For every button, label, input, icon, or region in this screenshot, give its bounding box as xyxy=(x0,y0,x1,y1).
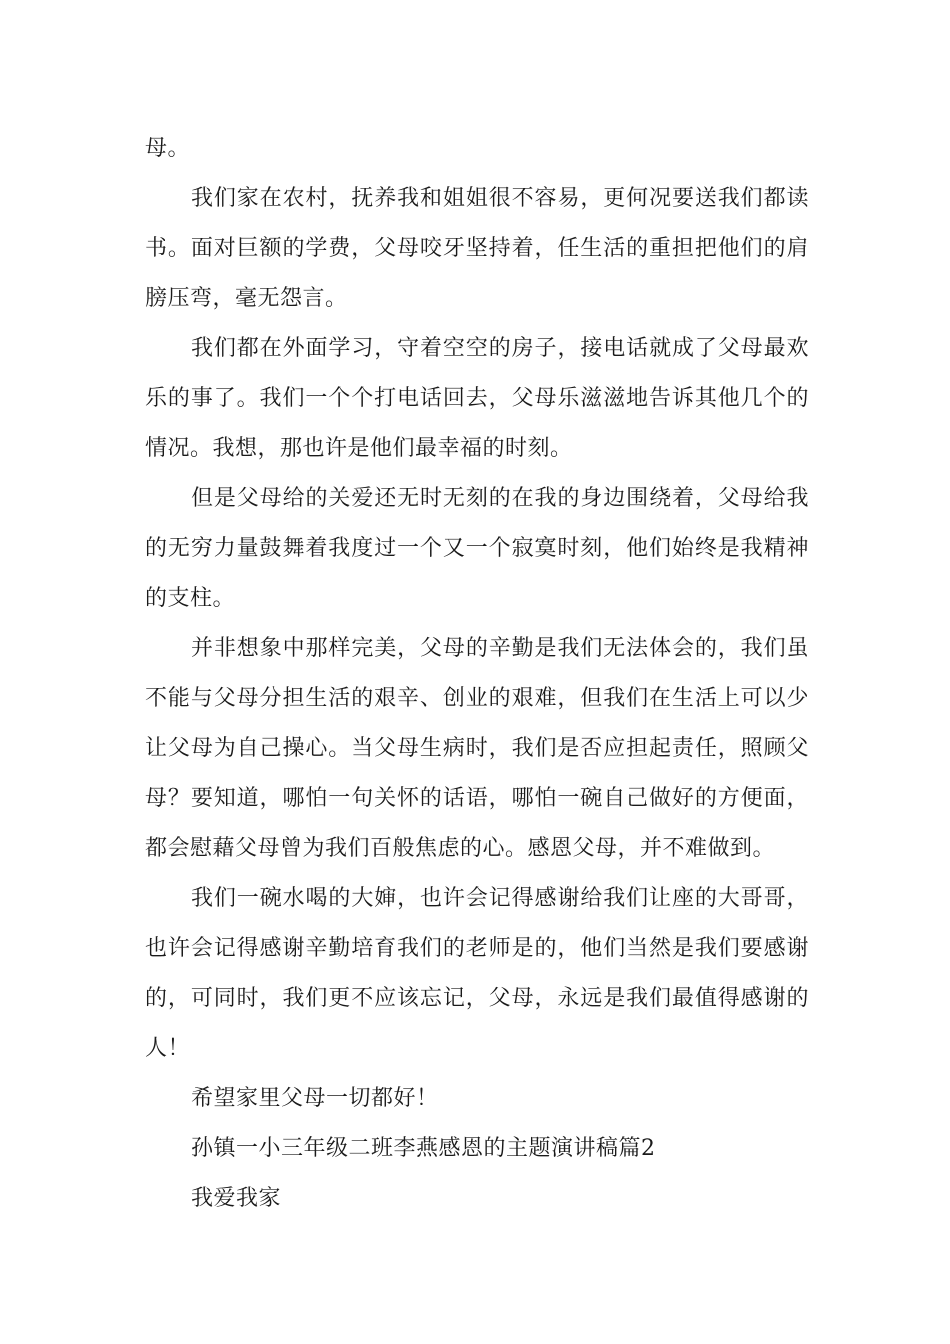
paragraph-continuation: 母。 xyxy=(145,136,191,161)
paragraph: 希望家里父母一切都好！ xyxy=(191,1086,439,1111)
paragraph: 并非想象中那样完美，父母的辛勤是我们无法体会的，我们虽不能与父母分担生活的艰辛、创业的艰难，但我们在生活上可以少让父母为自己操心。当父母生病时，我们是否应担起责任，照顾父母？要知道，哪怕一句关怀的话语，哪怕一碗自己做好的方便面，都会慰藉父母曾为我们百般焦虑的心。感恩父母，并不难做到。 xyxy=(145,636,809,861)
paragraph: 但是父母给的关爱还无时无刻的在我的身边围绕着，父母给我的无穷力量鼓舞着我度过一个又一个寂寞时刻，他们始终是我精神的支柱。 xyxy=(145,486,809,611)
paragraph: 我们一碗水喝的大婶，也许会记得感谢给我们让座的大哥哥，也许会记得感谢辛勤培育我们的老师是的，他们当然是我们要感谢的，可同时，我们更不应该忘记，父母，永远是我们最值得感谢的人！ xyxy=(145,886,809,1061)
paragraph: 我们家在农村，抚养我和姐姐很不容易，更何况要送我们都读书。面对巨额的学费，父母咬牙坚持着，任生活的重担把他们的肩膀压弯，毫无怨言。 xyxy=(145,186,809,311)
section-heading: 孙镇一小三年级二班李燕感恩的主题演讲稿篇2 xyxy=(191,1136,656,1161)
document-body xyxy=(145,124,809,1224)
paragraph: 我们都在外面学习，守着空空的房子，接电话就成了父母最欢乐的事了。我们一个个打电话回去，父母乐滋滋地告诉其他几个的情况。我想，那也许是他们最幸福的时刻。 xyxy=(145,336,809,461)
essay-title: 我爱我家 xyxy=(191,1186,282,1211)
